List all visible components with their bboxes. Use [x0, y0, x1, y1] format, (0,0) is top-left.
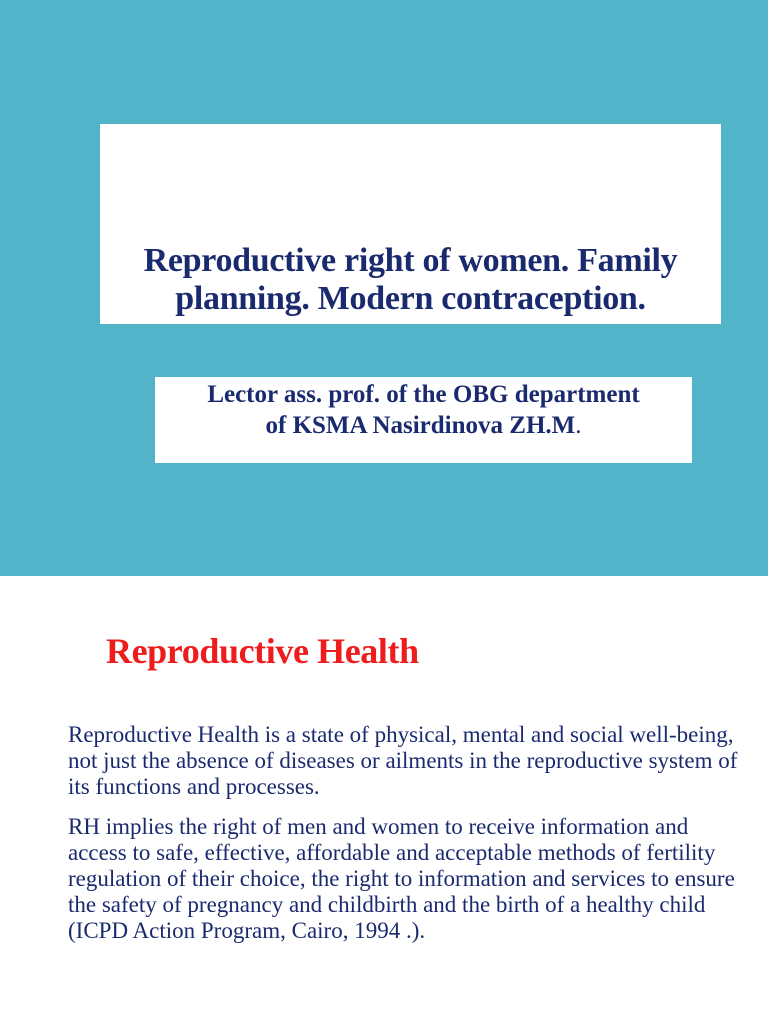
author-line-2: of KSMA Nasirdinova ZH.M [265, 412, 576, 439]
author-period: . [575, 412, 582, 439]
author-box [155, 377, 692, 463]
content-slide [0, 576, 768, 1024]
section-heading: Reproductive Health [106, 631, 419, 671]
paragraph-definition: Reproductive Health is a state of physical, mental and social well-being, not just the absence of diseases or ailments in the reproductive system of its functions and processes. [68, 722, 738, 799]
presentation-title: Reproductive right of women. Family planning. Modern contraception. [143, 242, 678, 317]
author-text [155, 379, 692, 441]
title-box [100, 124, 721, 324]
paragraph-rights: RH implies the right of men and women to receive information and access to safe, effective, affordable and acceptable methods of fertility regulation of their choice, the right to information and services to ensure the safety of pregnancy and childbirth and the birth of a healthy child (ICPD Action Program, Cairo, 1994 .). [68, 814, 735, 943]
author-line-1: Lector ass. prof. of the OBG department [207, 381, 640, 408]
